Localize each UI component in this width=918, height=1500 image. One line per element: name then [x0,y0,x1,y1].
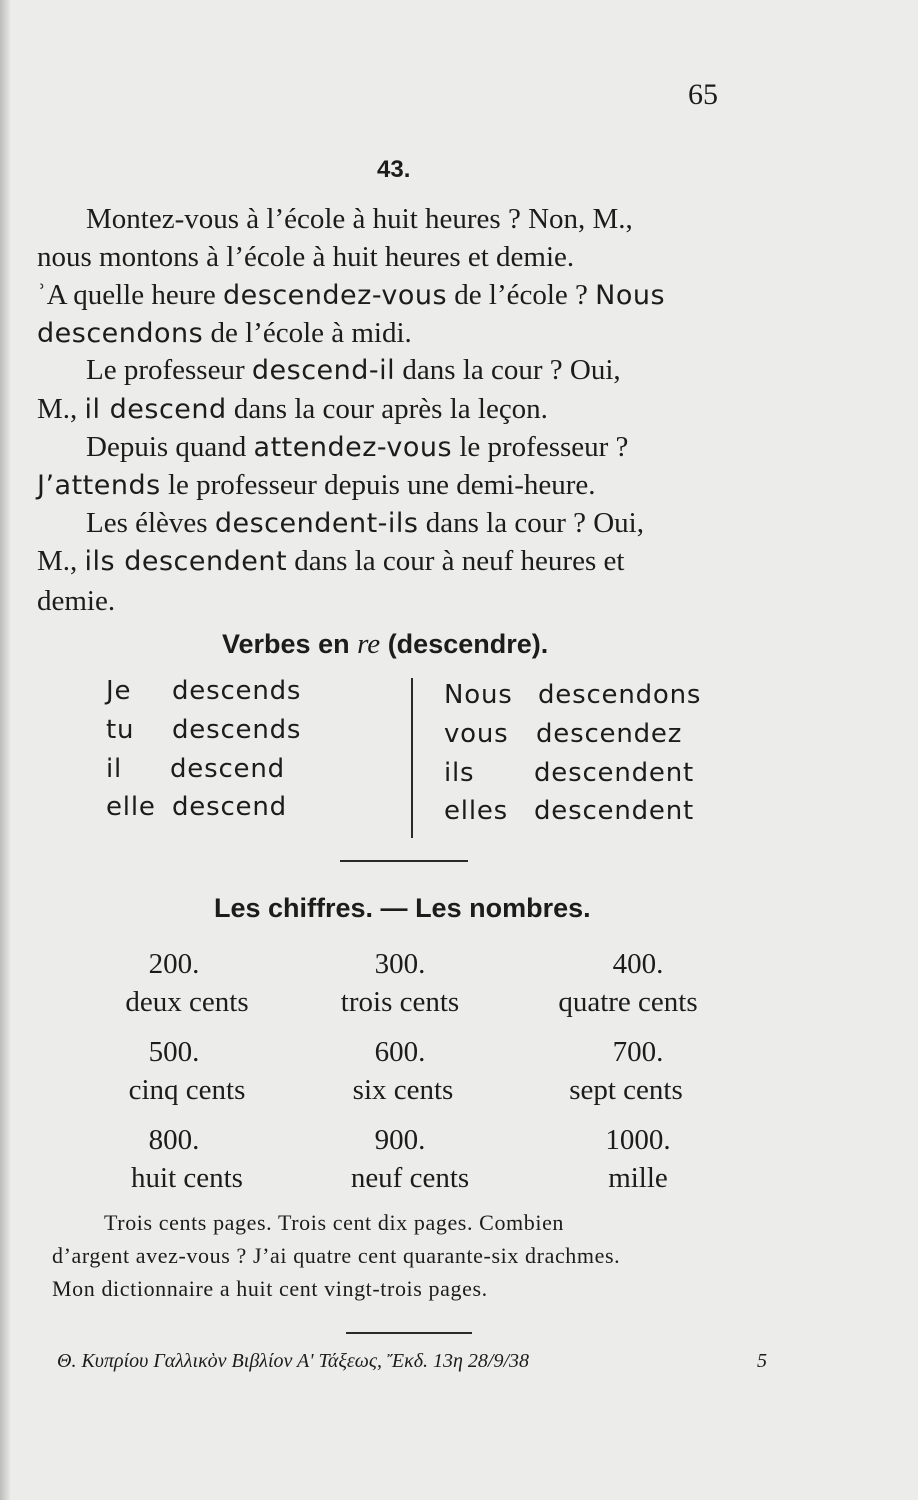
number-figure: 400. [612,948,664,980]
example-line: Mon dictionnaire a huit cent vingt-trois pages. [52,1276,488,1301]
number-figure: 800. [148,1124,200,1156]
number-figure: 600. [374,1036,426,1068]
number-words: trois cents [340,986,460,1018]
text-line [37,315,412,352]
text-line: Montez-vous à l’école à huit heures ? Non, M., [86,203,633,235]
number-words: neuf cents [350,1162,470,1194]
text-segment: M., [37,393,85,425]
text-segment: dans la cour ? Oui, [395,354,621,386]
number-figure: 700. [612,1036,664,1068]
verb-form: descendent [534,796,694,826]
text-line: nous montons à l’école à huit heures et demie. [37,241,575,273]
number-words: mille [608,1162,668,1194]
text-line [86,352,621,389]
text-segment: M., [37,545,85,577]
verbs-heading-ending: re [357,628,381,660]
verb-highlight: ils descendent [84,546,288,577]
footer-divider [346,1332,472,1334]
text-segment: Les élèves [86,507,215,539]
pronoun: ils [444,758,475,788]
pronoun: elle [106,792,156,822]
text-segment: le professeur ? [452,431,629,463]
number-figure: 500. [148,1036,200,1068]
text-line [86,429,628,466]
page-edge [0,0,10,1500]
verb-form: descendent [534,758,694,788]
footer-citation: Θ. Κυπρίου Γαλλικὸν Βιβλίον Α' Τάξεως, Ἔκδ. 13η 28/9/38 [57,1350,530,1372]
pronoun: tu [106,715,135,745]
text-segment: de l’école à midi. [203,317,412,349]
text-line [37,391,548,428]
number-figure: 1000. [605,1124,671,1156]
text-segment: dans la cour ? Oui, [418,507,644,539]
column-divider [411,678,413,838]
pronoun: elles [444,796,508,826]
pronoun: Je [106,676,132,706]
number-words: deux cents [125,986,249,1018]
text-segment: Depuis quand [86,431,254,463]
text-segment: de l’école ? [447,279,596,311]
verb-highlight: attendez-vous [253,432,453,463]
pronoun: Nous [444,680,513,710]
example-line: Trois cents pages. Trois cent dix pages. Combien [104,1210,565,1235]
verb-highlight: descendez-vous [223,280,448,311]
numbers-heading: Les chiffres. — Les nombres. [214,893,591,923]
verb-highlight: descend-il [251,355,396,386]
lesson-number: 43. [377,156,411,183]
number-words: quatre cents [558,986,698,1018]
number-figure: 300. [374,948,426,980]
verb-form: descend [170,754,285,784]
verb-highlight: Nous [595,280,666,311]
verb-highlight: descendent-ils [214,508,419,539]
text-segment: dans la cour après la leçon. [226,393,548,425]
verbs-heading-suffix: (descendre). [380,629,549,659]
text-segment: dans la cour à neuf heures et [287,545,625,577]
verb-form: descend [172,792,287,822]
verb-highlight: J’attends [37,470,161,501]
text-line [37,467,596,504]
text-segment: Le professeur [86,354,252,386]
verbs-heading-prefix: Verbes en [222,629,358,659]
verb-form: descendons [538,680,702,710]
text-line [86,505,644,542]
number-words: cinq cents [128,1074,246,1106]
page-number: 65 [688,78,718,111]
number-words: huit cents [131,1162,243,1194]
text-segment: le professeur depuis une demi-heure. [160,469,596,501]
verb-form: descendez [536,719,683,749]
verb-highlight: il descend [84,394,227,425]
number-figure: 900. [374,1124,426,1156]
signature-mark: 5 [757,1350,767,1372]
verb-form: descends [172,715,302,745]
verb-form: descends [172,676,302,706]
number-figure: 200. [148,948,200,980]
number-words: sept cents [569,1074,683,1106]
verb-highlight: descendons [37,318,204,349]
text-segment: ʾA quelle heure [37,279,224,311]
pronoun: vous [444,719,509,749]
text-line [37,277,665,314]
number-words: six cents [352,1074,454,1106]
verbs-heading [222,628,548,661]
section-divider [340,860,468,862]
text-line: demie. [37,585,116,617]
example-line: d’argent avez-vous ? J’ai quatre cent quarante-six drachmes. [52,1243,621,1268]
text-line [37,543,624,580]
pronoun: il [106,754,123,784]
